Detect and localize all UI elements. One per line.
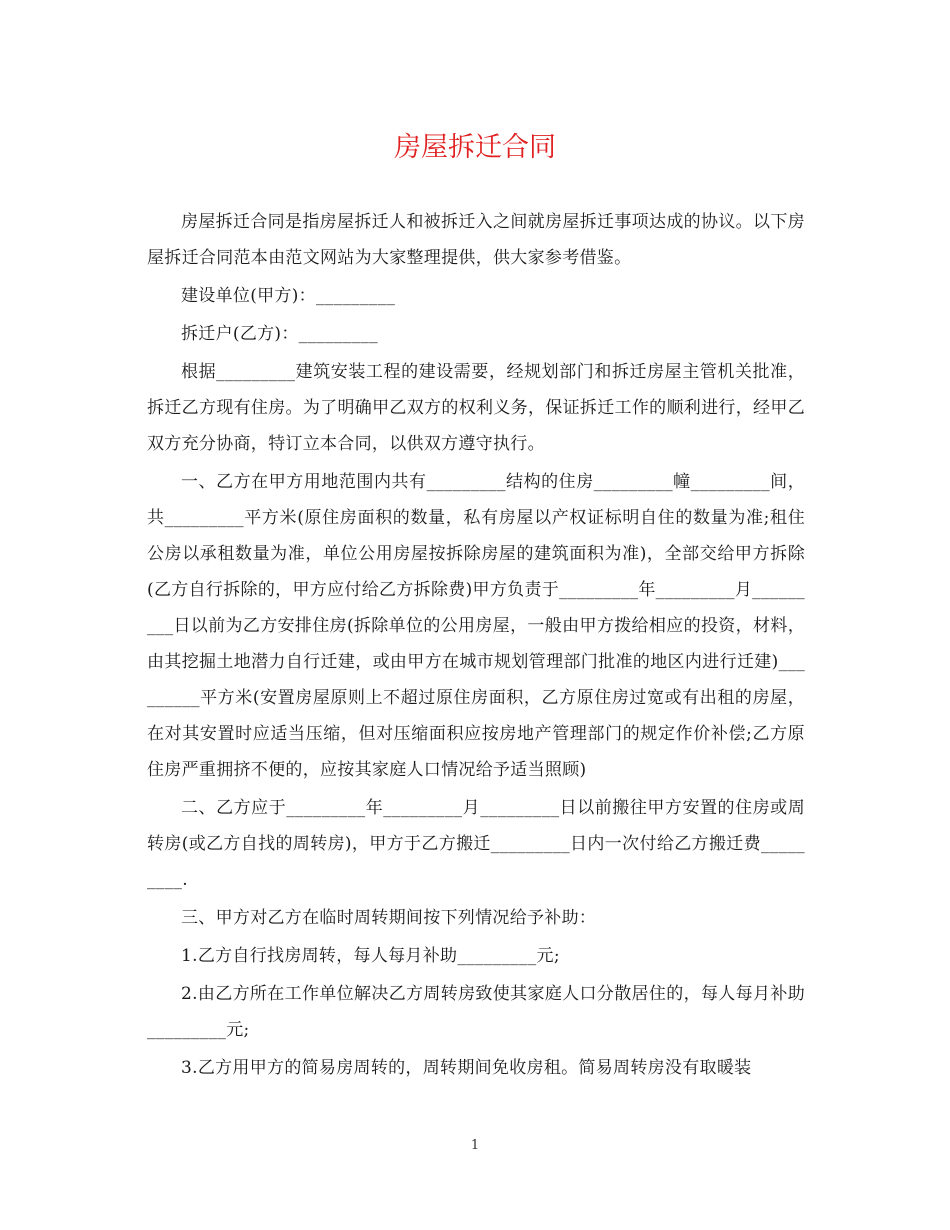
paragraph-item-2: 2.由乙方所在工作单位解决乙方周转房致使其家庭人口分散居住的，每人每月补助_________元; bbox=[147, 984, 805, 1040]
paragraph-preamble: 根据_________建筑安装工程的建设需要，经规划部门和拆迁房屋主管机关批准，拆迁乙方现有住房。为了明确甲乙双方的权利义务，保证拆迁工作的顺利进行，经甲乙双方充分协商，特订立本合同，以供双方遵守执行。 bbox=[147, 362, 805, 454]
paragraph-clause-3: 三、甲方对乙方在临时周转期间按下列情况给予补助： bbox=[181, 908, 597, 928]
paragraph-party-b: 拆迁户(乙方)：_________ bbox=[181, 324, 378, 344]
paragraph-clause-1: 一、乙方在甲方用地范围内共有_________结构的住房_________幢_________间，共_________平方米(原住房面积的数量，私有房屋以产权证标明自住的数量为准;租住公房以承租数量为准，单位公用房屋按拆除房屋的建筑面积为准)，全部交给甲方拆除(乙方自行拆除的，甲方应付给乙方拆除费)甲方负责于_________年_________月_________日以前为乙方安排住房(拆除单位的公用房屋，一般由甲方拨给相应的投资，材料，由其挖掘土地潜力自行迁建，或由甲方在城市规划管理部门批准的地区内进行迁建)_________平方米(安置房屋原则上不超过原住房面积，乙方原住房过宽或有出租的房屋，在对其安置时应适当压缩，但对压缩面积应按房地产管理部门的规定作价补偿;乙方原住房严重拥挤不便的，应按其家庭人口情况给予适当照顾) bbox=[147, 472, 805, 780]
paragraph-item-3: 3.乙方用甲方的简易房周转的，周转期间免收房租。简易周转房没有取暖装 bbox=[181, 1058, 752, 1078]
paragraph-clause-2: 二、乙方应于_________年_________月_________日以前搬往甲方安置的住房或周转房(或乙方自找的周转房)，甲方于乙方搬迁_________日内一次付给乙方搬迁费_________. bbox=[147, 798, 805, 890]
document-body bbox=[147, 204, 805, 1088]
paragraph-party-a: 建设单位(甲方)：_________ bbox=[181, 286, 396, 306]
paragraph-item-1: 1.乙方自行找房周转，每人每月补助_________元; bbox=[181, 946, 560, 966]
page-number: 1 bbox=[470, 1138, 480, 1153]
paragraph-intro: 房屋拆迁合同是指房屋拆迁人和被拆迁入之间就房屋拆迁事项达成的协议。以下房屋拆迁合同范本由范文网站为大家整理提供，供大家参考借鉴。 bbox=[147, 212, 805, 268]
document-title: 房屋拆迁合同 bbox=[394, 132, 556, 163]
